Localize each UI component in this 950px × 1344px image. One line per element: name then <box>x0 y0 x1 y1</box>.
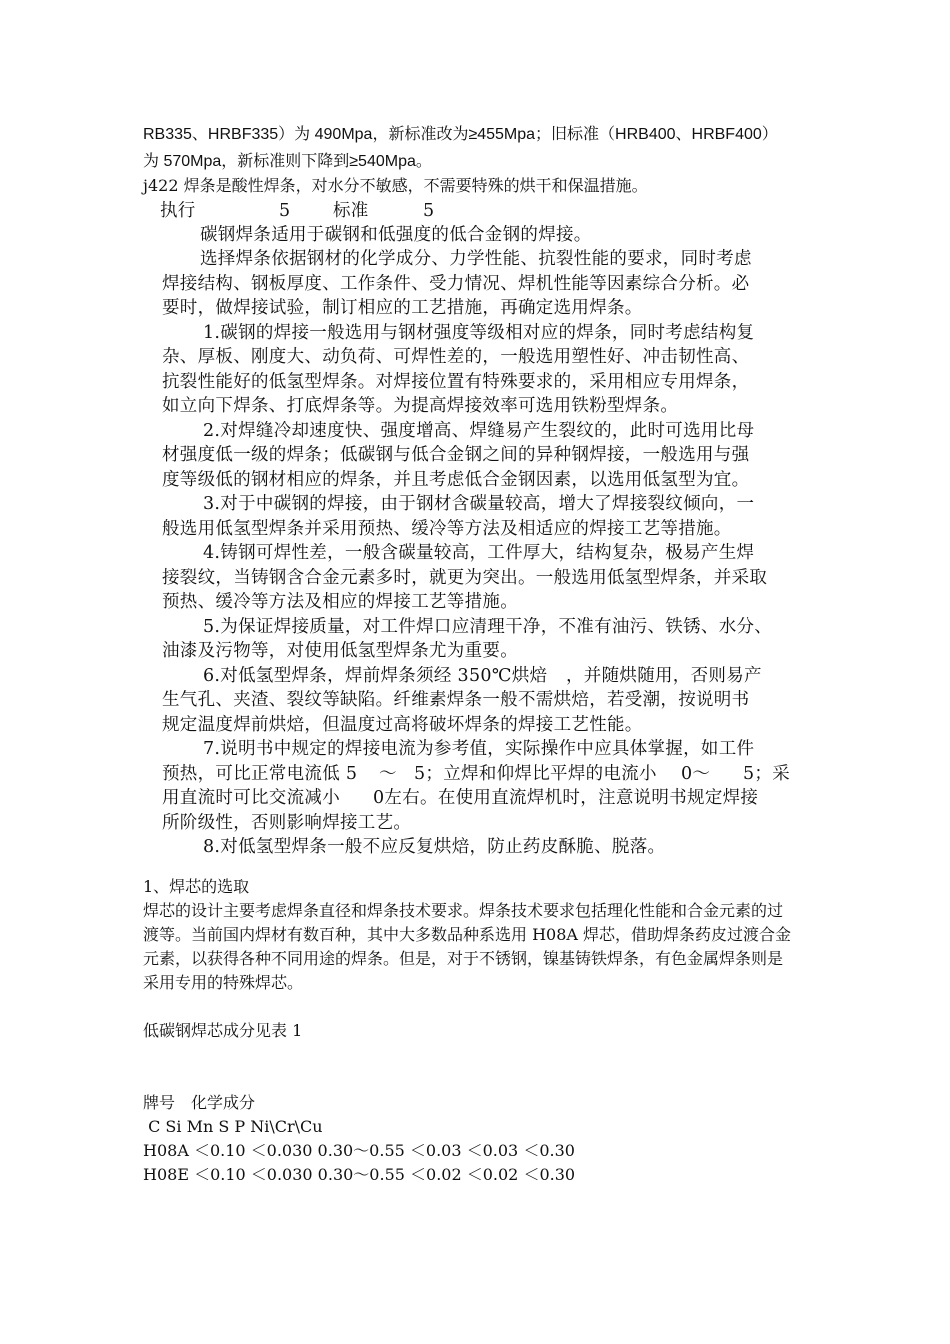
item-2-line: 材强度低一级的焊条；低碳钢与低合金钢之间的异种钢焊接，一般选用与强 <box>162 445 750 465</box>
intro-line-2: 为 570Mpa，新标准则下降到≥540Mpa。 <box>143 153 432 170</box>
item-1-line: 如立向下焊条、打底焊条等。为提高焊接效率可选用铁粉型焊条。 <box>162 396 679 416</box>
paragraph-line: 要时，做焊接试验，制订相应的工艺措施，再确定选用焊条。 <box>162 298 643 318</box>
paragraph-line: 焊接结构、钢板厚度、工作条件、受力情况、焊机性能等因素综合分析。必 <box>162 274 750 294</box>
item-2-line: 度等级低的钢材相应的焊条，并且考虑低合金钢因素，以选用低氢型为宜。 <box>162 470 750 490</box>
item-7-line: 0～ <box>681 764 711 784</box>
table-row: H08E ＜0.10 ＜0.030 0.30～0.55 ＜0.02 ＜0.02 ＜0.30 <box>143 1165 576 1184</box>
item-7-line: 5；采 <box>743 764 791 784</box>
paragraph-line: 元素，以获得各种不同用途的焊条。但是，对于不锈钢，镍基铸铁焊条，有色金属焊条则是 <box>143 949 784 968</box>
item-6-line: 生气孔、夹渣、裂纹等缺陷。纤维素焊条一般不需烘焙，若受潮，按说明书 <box>162 690 750 710</box>
item-7-line: 所阶级性，否则影响焊接工艺。 <box>162 813 412 833</box>
section-heading: 1、焊芯的选取 <box>143 877 250 896</box>
item-1-line: 1.碳钢的焊接一般选用与钢材强度等级相对应的焊条，同时考虑结构复 <box>203 323 755 343</box>
paragraph-line: 采用专用的特殊焊芯。 <box>143 973 304 992</box>
item-1-line: 杂、厚板、刚度大、动负荷、可焊性差的，一般选用塑性好、冲击韧性高、 <box>162 347 750 367</box>
standard-label-2: 标准 <box>333 201 369 221</box>
intro-line-1: RB335、HRBF335）为 490Mpa，新标准改为≥455Mpa；旧标准（HRB400、HRBF400） <box>143 126 778 143</box>
item-5-line: 油漆及污物等，对使用低氢型焊条尤为重要。 <box>162 641 518 661</box>
item-3-line: 般选用低氢型焊条并采用预热、缓冷等方法及相适应的焊接工艺等措施。 <box>162 519 732 539</box>
item-7-line: ～ <box>379 764 397 784</box>
standard-value-1: 5 <box>279 201 291 221</box>
item-4-line: 4.铸钢可焊性差，一般含碳量较高，工件厚大，结构复杂，极易产生焊 <box>203 543 755 563</box>
item-3-line: 3.对于中碳钢的焊接，由于钢材含碳量较高，增大了焊接裂纹倾向，一 <box>203 494 755 514</box>
table-caption: 低碳钢焊芯成分见表 1 <box>143 1021 303 1040</box>
item-7-line: 预热，可比正常电流低 5 <box>162 764 358 784</box>
item-7-line: 用直流时可比交流减小 <box>162 788 340 808</box>
item-2-line: 2.对焊缝冷却速度快、强度增高、焊缝易产生裂纹的，此时可选用比母 <box>203 421 755 441</box>
item-6-line: 规定温度焊前烘焙，但温度过高将破坏焊条的焊接工艺性能。 <box>162 715 643 735</box>
standard-label-1: 执行 <box>160 201 196 221</box>
item-7-line: 5；立焊和仰焊比平焊的电流小 <box>414 764 657 784</box>
paragraph-line: 渡等。当前国内焊材有数百种，其中大多数品种系选用 H08A 焊芯，借助焊条药皮过渡合金 <box>143 925 792 944</box>
table-row: H08A ＜0.10 ＜0.030 0.30～0.55 ＜0.03 ＜0.03 ＜0.30 <box>143 1141 575 1160</box>
item-7-line: 7.说明书中规定的焊接电流为参考值，实际操作中应具体掌握，如工件 <box>203 739 755 759</box>
table-header: 牌号 化学成分 <box>143 1093 256 1112</box>
paragraph-line: 选择焊条依据钢材的化学成分、力学性能、抗裂性能的要求，同时考虑 <box>200 249 752 269</box>
item-4-line: 接裂纹，当铸钢含合金元素多时，就更为突出。一般选用低氢型焊条，并采取 <box>162 568 768 588</box>
item-5-line: 5.为保证焊接质量，对工件焊口应清理干净，不准有油污、铁锈、水分、 <box>203 617 773 637</box>
paragraph-line: 焊芯的设计主要考虑焊条直径和焊条技术要求。焊条技术要求包括理化性能和合金元素的过 <box>143 901 784 920</box>
item-6-line: 6.对低氢型焊条，焊前焊条须经 350℃烘焙 <box>203 666 548 686</box>
item-1-line: 抗裂性能好的低氢型焊条。对焊接位置有特殊要求的，采用相应专用焊条， <box>162 372 750 392</box>
item-4-line: 预热、缓冷等方法及相应的焊接工艺等措施。 <box>162 592 518 612</box>
standard-value-2: 5 <box>423 201 435 221</box>
item-7-line: 0左右。在使用直流焊机时，注意说明书规定焊接 <box>373 788 759 808</box>
intro-line-3: j422 焊条是酸性焊条，对水分不敏感，不需要特殊的烘干和保温措施。 <box>143 176 648 195</box>
paragraph-intro: 碳钢焊条适用于碳钢和低强度的低合金钢的焊接。 <box>200 225 592 245</box>
table-subheader: C Si Mn S P Ni\Cr\Cu <box>143 1117 323 1136</box>
item-8-line: 8.对低氢型焊条一般不应反复烘焙，防止药皮酥脆、脱落。 <box>203 837 666 857</box>
item-6-line: ，并随烘随用，否则易产 <box>566 666 762 686</box>
